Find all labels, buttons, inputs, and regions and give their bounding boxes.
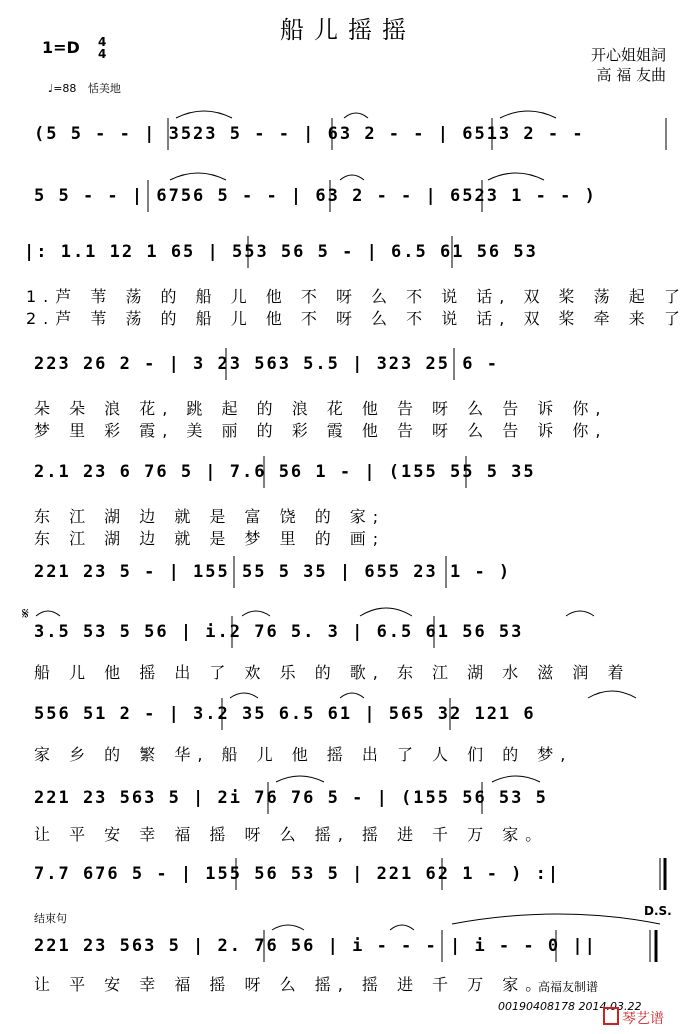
time-numerator: 4	[98, 35, 107, 49]
lyric-line-4a: 朵 朵 浪 花, 跳 起 的 浪 花 他 告 呀 么 告 诉 你,	[34, 399, 608, 418]
page-title: 船儿摇摇	[280, 16, 416, 44]
lyric-line-8: 家 乡 的 繁 华, 船 儿 他 摇 出 了 人 们 的 梦,	[34, 745, 573, 764]
lyric-line-11: 让 平 安 幸 福 摇 呀 么 摇, 摇 进 千 万 家。	[34, 975, 549, 994]
staff-line-9: 221 23 563 5 | 2i 76 76 5 - | (155 56 53 5	[34, 788, 548, 808]
staff-line-8: 556 51 2 - | 3.2 35 6.5 61 | 565 32 121 6	[34, 704, 536, 724]
watermark-icon	[604, 1008, 618, 1024]
lyric-line-7: 船 儿 他 摇 出 了 欢 乐 的 歌, 东 江 湖 水 滋 润 着	[34, 663, 631, 682]
composer: 高 福 友曲	[596, 66, 666, 84]
staff-line-3: |: 1.1 12 1 65 | 553 56 5 - | 6.5 61 56 53	[24, 242, 538, 262]
watermark-logo: 琴艺谱	[622, 1011, 664, 1027]
staff-line-1: (5 5 - - | 3523 5 - - | 63 2 - - | 6513 2 - -	[34, 124, 585, 144]
lyric-line-4b: 梦 里 彩 霞, 美 丽 的 彩 霞 他 告 呀 么 告 诉 你,	[34, 421, 608, 440]
staff-line-7: 3.5 53 5 56 | i.2 76 5. 3 | 6.5 61 56 53	[34, 622, 524, 642]
staff-line-10: 7.7 676 5 - | 155 56 53 5 | 221 62 1 - ) :|	[34, 864, 561, 884]
expression-mark: 恬美地	[87, 82, 121, 95]
staff-line-4: 223 26 2 - | 3 23 563 5.5 | 323 25 6 -	[34, 354, 499, 374]
ending-label: 结束句	[34, 912, 67, 925]
time-denominator: 4	[98, 47, 107, 61]
ds-mark: D.S.	[644, 904, 672, 918]
arranger-credit: 高福友制谱	[538, 980, 599, 994]
staff-line-5: 2.1 23 6 76 5 | 7.6 56 1 - | (155 55 5 35	[34, 462, 536, 482]
footer-code: 00190408178 2014.03.22	[498, 1000, 642, 1013]
lyric-line-5a: 东 江 湖 边 就 是 富 饶 的 家;	[34, 507, 386, 526]
lyric-line-3b: 2.芦 苇 荡 的 船 儿 他 不 呀 么 不 说 话, 双 桨 牵 来 了	[26, 309, 687, 328]
segno-sign: 𝄋	[22, 604, 29, 623]
tempo-value: ♩=88	[48, 82, 77, 95]
lyricist: 开心姐姐詞	[590, 46, 666, 64]
key-signature: 1=D	[42, 38, 80, 57]
lyric-line-5b: 东 江 湖 边 就 是 梦 里 的 画;	[34, 529, 386, 548]
lyric-line-3a: 1.芦 苇 荡 的 船 儿 他 不 呀 么 不 说 话, 双 桨 荡 起 了	[26, 287, 687, 306]
staff-line-11: 221 23 563 5 | 2. 76 56 | i - - - | i - - 0 ||	[34, 936, 597, 956]
staff-line-2: 5 5 - - | 6756 5 - - | 63 2 - - | 6523 1 - - )	[34, 186, 597, 206]
staff-line-6: 221 23 5 - | 155 55 5 35 | 655 23 1 - )	[34, 562, 512, 582]
lyric-line-9: 让 平 安 幸 福 摇 呀 么 摇, 摇 进 千 万 家。	[34, 825, 549, 844]
